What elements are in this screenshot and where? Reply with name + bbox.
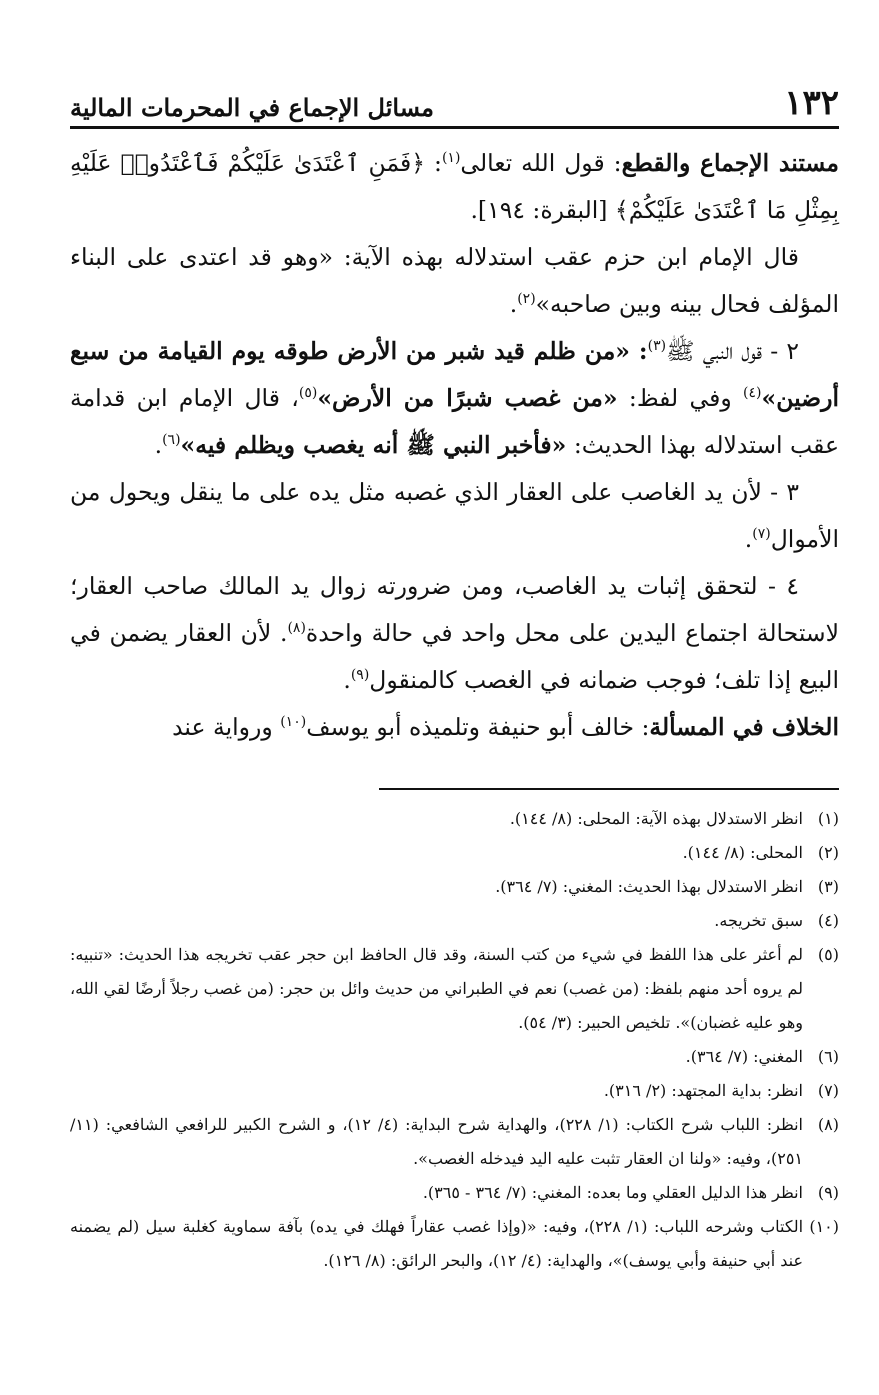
footnote-ref: (٦) xyxy=(162,432,181,449)
footnote: (٥) لم أعثر على هذا اللفظ في شيء من كتب السنة، وقد قال الحافظ ابن حجر عقب تخريجه هذا الحديث: «تنبيه: لم يروه أحد منهم بلفظ: (من غصب) نعم في الطبراني من حديث وائل بن حجر: (من غصب رجلاً أرضًا لقي الله، وهو عليه غضبان)». تلخيص الحبير: (٣/ ٥٤). xyxy=(70,945,839,1032)
paragraph-disagreement: الخلاف في المسألة: خالف أبو حنيفة وتلميذه أبو يوسف$^{(١٠)}$ ورواية عند xyxy=(172,713,839,741)
running-title: مسائل الإجماع في المحرمات المالية xyxy=(70,93,434,122)
footnote-ref: (٧) xyxy=(752,526,771,543)
section-label: مستند الإجماع والقطع xyxy=(621,149,839,177)
page-number: ١٣٢ xyxy=(784,83,839,123)
footnote: (٨) انظر: اللباب شرح الكتاب: (١/ ٢٢٨)، والهداية شرح البداية: (٤/ ١٢)، و الشرح الكبير للرافعي الشافعي: (١١/ ٢٥١)، وفيه: «ولنا ان العقار تثبت عليه اليد فيدخله الغصب». xyxy=(70,1115,839,1168)
paragraph-point-2: ٢ - قول النبي ﷺ$^{(٣)}$: «من ظلم قيد شبر من الأرض طوقه يوم القيامة من سبع أرضين»$^{(٤)}$ وفي لفظ: «من غصب شبرًا من الأرض»$^{(٥)}$، قال الإمام ابن قدامة عقب استدلاله بهذا الحديث: «فأخبر النبي ﷺ أنه يغصب ويظلم فيه»$^{(٦)}$. xyxy=(70,337,839,459)
footnote: (٢) المحلى: (٨/ ١٤٤). xyxy=(682,843,839,862)
footnote-ref: (٨) xyxy=(287,620,306,637)
footnote: (١٠) الكتاب وشرحه اللباب: (١/ ٢٢٨)، وفيه: «(وإذا غصب عقاراً فهلك في يده) بآفة سماوية كغلبة سيل (لم يضمنه عند أبي حنيفة وأبي يوسف)»، والهداية: (٤/ ١٢)، والبحر الرائق: (٨/ ١٢٦). xyxy=(70,1217,839,1270)
footnote: (١) انظر الاستدلال بهذه الآية: المحلى: (٨/ ١٤٤). xyxy=(509,809,839,828)
footnote-ref: (٩) xyxy=(350,667,370,684)
footnote-ref: (١٠) xyxy=(280,714,307,731)
paragraph-ibn-hazm: قال الإمام ابن حزم عقب استدلاله بهذه الآية: «وهو قد اعتدى على البناء المؤلف فحال بينه وبين صاحبه»$^{(٢)}$. xyxy=(70,243,839,318)
footnote: (٧) انظر: بداية المجتهد: (٢/ ٣١٦). xyxy=(603,1081,839,1100)
paragraph-evidence: مستند الإجماع والقطع: قول الله تعالى$^{(١)}$: ﴿فَمَنِ ٱعْتَدَىٰ عَلَيْكُمْ فَٱعْتَدُوا۟ عَلَيْهِ بِمِثْلِ مَا ٱعْتَدَىٰ عَلَيْكُمْ﴾ [البقرة: ١٩٤]. xyxy=(70,149,839,224)
footnotes xyxy=(70,802,839,1278)
footnote-ref: (٤) xyxy=(743,385,762,402)
paragraph-point-3: ٣ - لأن يد الغاصب على العقار الذي غصبه مثل يده على ما ينقل ويحول من الأموال$^{(٧)}$. xyxy=(70,478,839,553)
footnote-ref: (١) xyxy=(441,150,461,167)
footnote: (٩) انظر هذا الدليل العقلي وما بعده: المغني: (٧/ ٣٦٤ - ٣٦٥). xyxy=(422,1183,839,1202)
paragraph-point-4: ٤ - لتحقق إثبات يد الغاصب، ومن ضرورته زوال يد المالك صاحب العقار؛ لاستحالة اجتماع اليدين على محل واحد في حالة واحدة$^{(٨)}$. لأن العقار يضمن في البيع إذا تلف؛ فوجب ضمانه في الغصب كالمنقول$^{(٩)}$. xyxy=(70,572,839,694)
main-text xyxy=(70,140,839,751)
footnote: (٣) انظر الاستدلال بهذا الحديث: المغني: (٧/ ٣٦٤). xyxy=(495,877,839,896)
footnote: (٤) سبق تخريجه. xyxy=(714,911,839,930)
footnote-ref: (٣) xyxy=(647,338,667,355)
footnote-ref: (٥) xyxy=(298,385,318,402)
page-header xyxy=(70,68,839,129)
section-label: الخلاف في المسألة xyxy=(649,713,839,741)
footnote: (٦) المغني: (٧/ ٣٦٤). xyxy=(685,1047,839,1066)
footnote-ref: (٢) xyxy=(517,291,536,308)
footnote-separator xyxy=(379,788,839,790)
